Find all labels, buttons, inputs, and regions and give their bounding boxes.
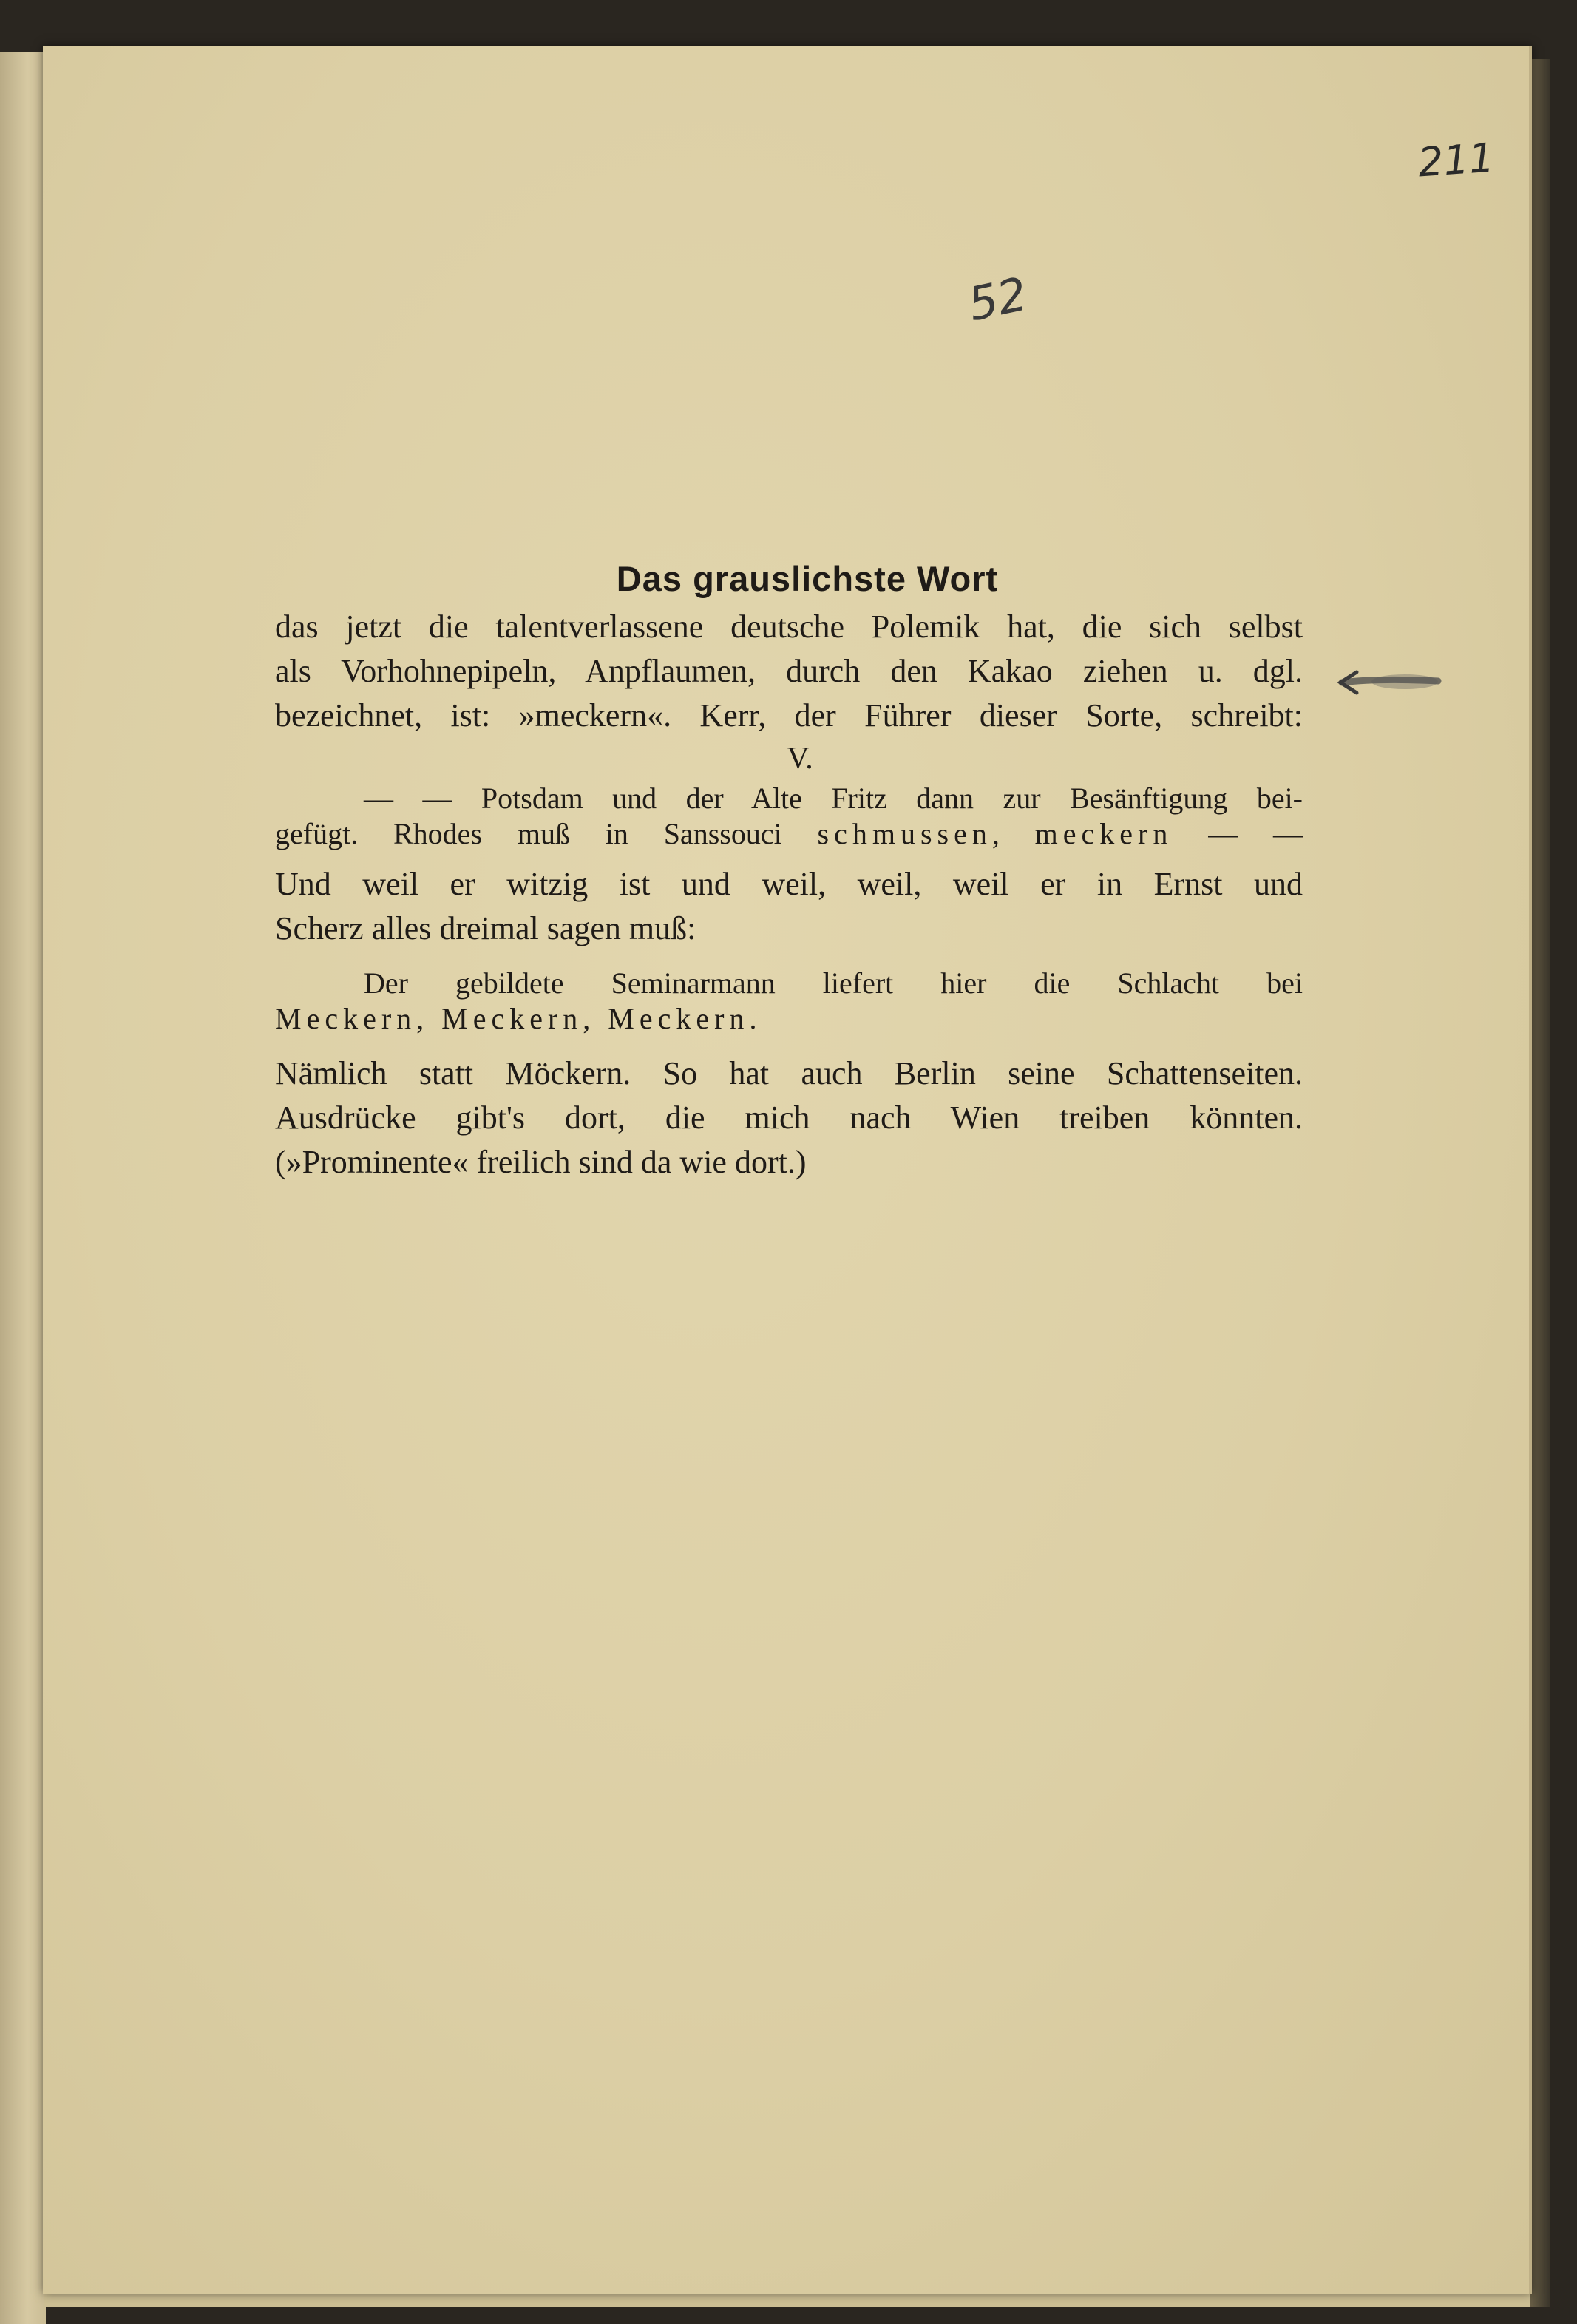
quote-line: Der gebildete Seminarmann liefert hier die Schlacht bei xyxy=(364,966,1303,1000)
text-line: Scherz alles dreimal sagen muß: xyxy=(275,910,696,946)
pencil-annotation: 52 xyxy=(963,266,1032,332)
middle-paragraph xyxy=(275,862,1303,951)
text-line: als Vorhohnepipeln, Anpflaumen, durch den Kakao ziehen u. dgl. xyxy=(275,653,1303,689)
text-line: Nämlich statt Möckern. So hat auch Berlin seine Schattenseiten. xyxy=(275,1055,1303,1091)
text-line: Und weil er witzig ist und weil, weil, weil er in Ernst und xyxy=(275,866,1303,902)
quote-line xyxy=(275,816,1303,852)
quote-block-2 xyxy=(275,966,1303,1037)
spaced-word: schmussen xyxy=(817,817,992,850)
text-line: Ausdrücke gibt's dort, die mich nach Wien treiben könnten. xyxy=(275,1100,1303,1136)
spaced-word: meckern xyxy=(1034,817,1173,850)
text-line: (»Prominente« freilich sind da wie dort.) xyxy=(275,1144,807,1180)
text-line: bezeichnet, ist: »meckern«. Kerr, der Führer dieser Sorte, schreibt: xyxy=(275,697,1303,734)
section-numeral: V. xyxy=(787,742,813,776)
right-binding-edge xyxy=(1529,59,1550,2307)
quote-text: , xyxy=(991,817,1035,850)
article-title: Das grauslichste Wort xyxy=(616,559,999,598)
closing-paragraph xyxy=(275,1051,1303,1185)
handwritten-folio-number: 211 xyxy=(1416,134,1496,186)
text-line: das jetzt die talentverlassene deutsche Polemik hat, die sich selbst xyxy=(275,609,1303,645)
quote-text: — — xyxy=(1173,817,1303,850)
article-body xyxy=(275,558,1303,1185)
intro-paragraph xyxy=(275,605,1303,738)
quote-line: Meckern, Meckern, Meckern. xyxy=(275,1002,762,1035)
margin-arrow-icon xyxy=(1334,662,1445,706)
quote-block-1 xyxy=(275,781,1303,852)
left-page-edge xyxy=(0,52,46,2324)
quote-text: gefügt. Rhodes muß in Sanssouci xyxy=(275,817,818,850)
quote-line: — — Potsdam und der Alte Fritz dann zur Besänftigung bei- xyxy=(364,782,1303,815)
